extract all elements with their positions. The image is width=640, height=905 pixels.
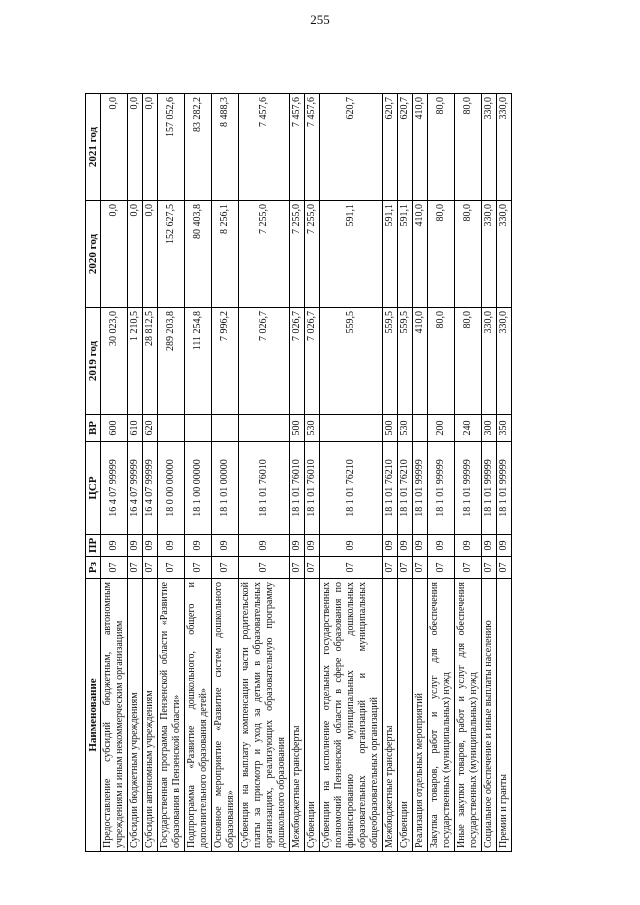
- cell-vr: [413, 415, 428, 442]
- cell-rz: 07: [383, 557, 398, 579]
- cell-name: Иные закупки товаров, работ и услуг для обеспечения государственных (муниципальных) нужд: [455, 579, 482, 852]
- header-2019: 2019 год: [86, 308, 101, 415]
- cell-rz: 07: [185, 557, 212, 579]
- cell-csr: 18 1 00 00000: [185, 442, 212, 535]
- table-row: [158, 94, 185, 852]
- cell-2020: 330,0: [482, 201, 497, 308]
- cell-2021: 330,0: [497, 94, 512, 201]
- cell-vr: 530: [305, 415, 320, 442]
- cell-csr: 18 1 01 00000: [212, 442, 239, 535]
- cell-2020: 7 255,0: [239, 201, 290, 308]
- cell-pr: 09: [305, 535, 320, 557]
- cell-2019: 80,0: [455, 308, 482, 415]
- cell-2020: 591,1: [383, 201, 398, 308]
- cell-2019: 80,0: [428, 308, 455, 415]
- cell-name: Субсидии автономным учреждениям: [143, 579, 158, 852]
- page-number: 255: [310, 12, 330, 27]
- cell-rz: 07: [128, 557, 143, 579]
- table-row: [185, 94, 212, 852]
- table-row: [398, 94, 413, 852]
- rotated-table-frame: [85, 94, 593, 852]
- cell-name: Субвенции: [305, 579, 320, 852]
- cell-2021: 83 282,2: [185, 94, 212, 201]
- cell-pr: 09: [497, 535, 512, 557]
- cell-rz: 07: [143, 557, 158, 579]
- cell-2020: 7 255,0: [305, 201, 320, 308]
- cell-rz: 07: [290, 557, 305, 579]
- cell-csr: 16 4 07 99999: [101, 442, 128, 535]
- cell-vr: 600: [101, 415, 128, 442]
- cell-pr: 09: [128, 535, 143, 557]
- cell-2019: 289 203,8: [158, 308, 185, 415]
- cell-2021: 7 457,6: [305, 94, 320, 201]
- cell-pr: 09: [320, 535, 383, 557]
- cell-name: Социальное обеспечение и иные выплаты населению: [482, 579, 497, 852]
- cell-2021: 7 457,6: [290, 94, 305, 201]
- cell-pr: 09: [143, 535, 158, 557]
- cell-2021: 7 457,6: [239, 94, 290, 201]
- table-row: [290, 94, 305, 852]
- table-row: [128, 94, 143, 852]
- table-row: [305, 94, 320, 852]
- cell-2019: 7 026,7: [239, 308, 290, 415]
- cell-pr: 09: [158, 535, 185, 557]
- cell-2021: 620,7: [383, 94, 398, 201]
- cell-rz: 07: [101, 557, 128, 579]
- cell-name: Субвенция на выплату компенсации части родительской платы за присмотр и уход за детьми в образовательных организациях, реализующих образовательную программу дошкольного образования: [239, 579, 290, 852]
- cell-name: Предоставление субсидий бюджетным, автономным учреждениям и иным некоммерческим организациям: [101, 579, 128, 852]
- table-row: [143, 94, 158, 852]
- cell-2020: 152 627,5: [158, 201, 185, 308]
- cell-2021: 410,0: [413, 94, 428, 201]
- cell-name: Основное мероприятие «Развитие систем дошкольного образования»: [212, 579, 239, 852]
- header-row: [86, 94, 101, 852]
- cell-2019: 7 996,2: [212, 308, 239, 415]
- cell-2020: 8 256,1: [212, 201, 239, 308]
- cell-name: Межбюджетные трансферты: [383, 579, 398, 852]
- cell-csr: 16 4 07 99999: [128, 442, 143, 535]
- cell-pr: 09: [428, 535, 455, 557]
- table-row: [497, 94, 512, 852]
- cell-vr: [320, 415, 383, 442]
- cell-2021: 157 052,6: [158, 94, 185, 201]
- cell-name: Межбюджетные трансферты: [290, 579, 305, 852]
- cell-2020: 80 403,8: [185, 201, 212, 308]
- header-pr: ПР: [86, 535, 101, 557]
- cell-csr: 18 1 01 76010: [239, 442, 290, 535]
- table-row: [239, 94, 290, 852]
- cell-vr: 610: [128, 415, 143, 442]
- cell-2021: 8 488,3: [212, 94, 239, 201]
- cell-vr: [212, 415, 239, 442]
- cell-pr: 09: [212, 535, 239, 557]
- cell-csr: 18 1 01 76210: [320, 442, 383, 535]
- cell-2021: 330,0: [482, 94, 497, 201]
- rotated-table-area: [85, 94, 593, 852]
- cell-vr: [158, 415, 185, 442]
- cell-pr: 09: [413, 535, 428, 557]
- cell-2020: 7 255,0: [290, 201, 305, 308]
- table-row: [455, 94, 482, 852]
- header-2020: 2020 год: [86, 201, 101, 308]
- table-row: [383, 94, 398, 852]
- cell-pr: 09: [482, 535, 497, 557]
- cell-csr: 18 1 01 99999: [428, 442, 455, 535]
- cell-csr: 18 1 01 99999: [497, 442, 512, 535]
- cell-rz: 07: [398, 557, 413, 579]
- cell-rz: 07: [158, 557, 185, 579]
- cell-rz: 07: [497, 557, 512, 579]
- cell-2019: 111 254,8: [185, 308, 212, 415]
- cell-csr: 18 0 00 00000: [158, 442, 185, 535]
- cell-2020: 0,0: [101, 201, 128, 308]
- cell-2020: 591,1: [398, 201, 413, 308]
- cell-vr: 350: [497, 415, 512, 442]
- cell-name: Подпрограмма «Развитие дошкольного, общего и дополнительного образования детей»: [185, 579, 212, 852]
- cell-2019: 330,0: [482, 308, 497, 415]
- cell-pr: 09: [455, 535, 482, 557]
- cell-name: Закупка товаров, работ и услуг для обеспечения государственных (муниципальных) нужд: [428, 579, 455, 852]
- cell-2019: 7 026,7: [290, 308, 305, 415]
- table-row: [212, 94, 239, 852]
- cell-2021: 80,0: [428, 94, 455, 201]
- table-row: [428, 94, 455, 852]
- cell-vr: 530: [398, 415, 413, 442]
- cell-name: Премии и гранты: [497, 579, 512, 852]
- cell-rz: 07: [305, 557, 320, 579]
- cell-csr: 18 1 01 99999: [413, 442, 428, 535]
- cell-vr: 500: [383, 415, 398, 442]
- table-row: [413, 94, 428, 852]
- cell-vr: 200: [428, 415, 455, 442]
- cell-vr: 240: [455, 415, 482, 442]
- cell-2019: 410,0: [413, 308, 428, 415]
- cell-2020: 80,0: [428, 201, 455, 308]
- cell-name: Субвенции: [398, 579, 413, 852]
- cell-vr: [239, 415, 290, 442]
- budget-table: [85, 93, 512, 852]
- cell-csr: 18 1 01 99999: [455, 442, 482, 535]
- cell-2020: 330,0: [497, 201, 512, 308]
- table-row: [320, 94, 383, 852]
- cell-2019: 330,0: [497, 308, 512, 415]
- header-name: Наименование: [86, 579, 101, 852]
- cell-vr: [185, 415, 212, 442]
- table-body: [101, 94, 512, 852]
- cell-csr: 16 4 07 99999: [143, 442, 158, 535]
- cell-2019: 30 023,0: [101, 308, 128, 415]
- table-row: [482, 94, 497, 852]
- cell-2021: 80,0: [455, 94, 482, 201]
- cell-rz: 07: [239, 557, 290, 579]
- cell-csr: 18 1 01 76210: [398, 442, 413, 535]
- cell-csr: 18 1 01 76010: [290, 442, 305, 535]
- cell-2021: 0,0: [128, 94, 143, 201]
- cell-csr: 18 1 01 99999: [482, 442, 497, 535]
- cell-2020: 80,0: [455, 201, 482, 308]
- cell-2021: 0,0: [101, 94, 128, 201]
- cell-name: Субсидии бюджетным учреждениям: [128, 579, 143, 852]
- cell-2019: 7 026,7: [305, 308, 320, 415]
- header-rz: Рз: [86, 557, 101, 579]
- table-row: [101, 94, 128, 852]
- cell-pr: 09: [290, 535, 305, 557]
- cell-rz: 07: [455, 557, 482, 579]
- header-2021: 2021 год: [86, 94, 101, 201]
- cell-2019: 559,5: [383, 308, 398, 415]
- cell-csr: 18 1 01 76210: [383, 442, 398, 535]
- cell-2020: 591,1: [320, 201, 383, 308]
- cell-pr: 09: [185, 535, 212, 557]
- cell-name: Субвенции на исполнение отдельных государственных полномочий Пензенской области в сфере образования по финансированию муниципальных дошкольных образовательных организаций и муниципальных общеобразовательных организаций: [320, 579, 383, 852]
- header-vr: ВР: [86, 415, 101, 442]
- cell-vr: 300: [482, 415, 497, 442]
- cell-2020: 410,0: [413, 201, 428, 308]
- cell-pr: 09: [239, 535, 290, 557]
- cell-2019: 559,5: [398, 308, 413, 415]
- cell-2021: 0,0: [143, 94, 158, 201]
- cell-rz: 07: [482, 557, 497, 579]
- cell-2019: 28 812,5: [143, 308, 158, 415]
- header-csr: ЦСР: [86, 442, 101, 535]
- cell-2020: 0,0: [143, 201, 158, 308]
- cell-pr: 09: [398, 535, 413, 557]
- cell-pr: 09: [383, 535, 398, 557]
- cell-name: Реализация отдельных мероприятий: [413, 579, 428, 852]
- cell-2019: 1 210,5: [128, 308, 143, 415]
- cell-2021: 620,7: [398, 94, 413, 201]
- cell-pr: 09: [101, 535, 128, 557]
- cell-csr: 18 1 01 76010: [305, 442, 320, 535]
- cell-vr: 620: [143, 415, 158, 442]
- cell-rz: 07: [320, 557, 383, 579]
- cell-rz: 07: [428, 557, 455, 579]
- cell-2019: 559,5: [320, 308, 383, 415]
- cell-rz: 07: [413, 557, 428, 579]
- cell-2021: 620,7: [320, 94, 383, 201]
- cell-rz: 07: [212, 557, 239, 579]
- cell-2020: 0,0: [128, 201, 143, 308]
- cell-vr: 500: [290, 415, 305, 442]
- cell-name: Государственная программа Пензенской области «Развитие образования в Пензенской области»: [158, 579, 185, 852]
